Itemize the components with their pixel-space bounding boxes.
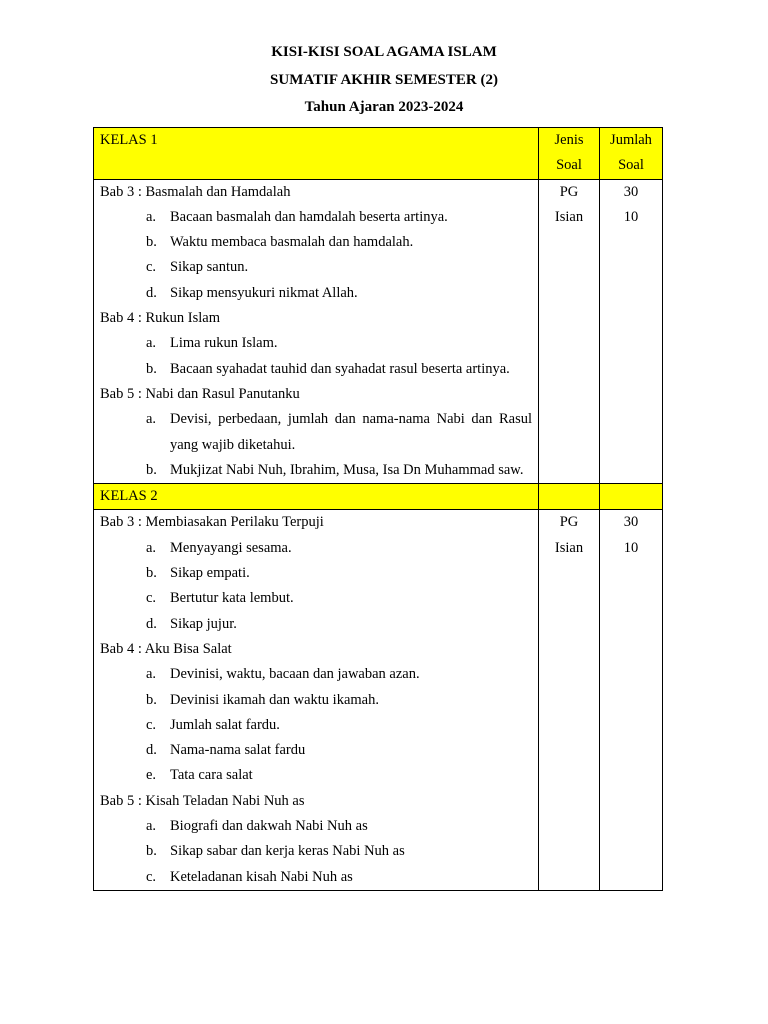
list-item [100, 230, 532, 255]
kelas1-content [94, 179, 539, 484]
list-item-text: Devinisi, waktu, bacaan dan jawaban azan. [170, 666, 420, 683]
list-item-text: Bertutur kata lembut. [170, 590, 294, 607]
list-item-marker: b. [146, 360, 157, 377]
list-item-marker: a. [146, 539, 157, 556]
list-item-text: Sikap mensyukuri nikmat Allah. [170, 284, 358, 301]
list-item-marker: c. [146, 716, 157, 733]
list-item-text: Sikap jujur. [170, 615, 237, 632]
list-item-marker: b. [146, 691, 157, 708]
list-item [100, 814, 532, 839]
list-item-text: Mukjizat Nabi Nuh, Ibrahim, Musa, Isa Dn Muhammad saw. [170, 461, 524, 478]
list-item-marker: a. [146, 411, 157, 428]
bab-title: Bab 3 : Basmalah dan Hamdalah [100, 183, 291, 200]
document-title: KISI-KISI SOAL AGAMA ISLAM [271, 44, 497, 60]
kelas1-body-row [94, 179, 663, 484]
kelas2-header: KELAS 2 [94, 484, 539, 510]
list-item-marker: e. [146, 767, 157, 784]
kelas2-header-row [94, 484, 663, 510]
kelas2-header-empty-jenis [539, 484, 600, 510]
kelas1-jenis-pg: PG [559, 183, 579, 200]
list-item-text: Biografi dan dakwah Nabi Nuh as [170, 818, 368, 835]
jenis-soal-header [539, 128, 600, 180]
kelas2-jenis-pg: PG [559, 514, 579, 531]
kelas2-header-empty-jumlah [600, 484, 663, 510]
list-item [100, 839, 532, 864]
list-item [100, 407, 532, 458]
list-item-marker: c. [146, 259, 157, 276]
list-item [100, 255, 532, 280]
bab-title: Bab 5 : Nabi dan Rasul Panutanku [100, 385, 300, 402]
jumlah-soal-header [600, 128, 663, 180]
list-item-marker: b. [146, 234, 157, 251]
list-item-marker: a. [146, 335, 157, 352]
list-item-marker: b. [146, 565, 157, 582]
list-item-marker: a. [146, 818, 157, 835]
kelas1-header: KELAS 1 [94, 128, 539, 180]
table-header-row [94, 128, 663, 180]
list-item [100, 738, 532, 763]
kelas1-jenis-isian: Isian [554, 208, 584, 225]
list-item-text: Sikap santun. [170, 259, 249, 276]
list-item-marker: b. [146, 843, 157, 860]
bab-item-list [100, 407, 532, 483]
jenis-header-line1: Jenis [554, 132, 584, 148]
kisi-kisi-table [93, 127, 663, 891]
jumlah-header-line2: Soal [618, 157, 644, 174]
title-block [0, 42, 768, 125]
list-item [100, 458, 532, 483]
list-item-marker: c. [146, 868, 157, 885]
list-item [100, 561, 532, 586]
list-item [100, 357, 532, 382]
kelas1-jumlah-pg: 30 [623, 183, 639, 200]
list-item-marker: a. [146, 208, 157, 225]
academic-year: Tahun Ajaran 2023-2024 [304, 99, 464, 115]
list-item [100, 662, 532, 687]
kelas2-jumlah-cell [600, 510, 663, 890]
list-item-marker: d. [146, 742, 157, 759]
list-item [100, 205, 532, 230]
list-item-marker: c. [146, 590, 157, 607]
bab-title: Bab 4 : Aku Bisa Salat [100, 640, 232, 657]
kelas2-content [94, 510, 539, 890]
kelas2-jenis-isian: Isian [554, 539, 584, 556]
list-item-text: Waktu membaca basmalah dan hamdalah. [170, 234, 414, 251]
bab-item-list [100, 536, 532, 637]
list-item-text: Nama-nama salat fardu [170, 742, 306, 759]
list-item-marker: a. [146, 666, 157, 683]
kelas1-jenis-cell [539, 179, 600, 484]
list-item [100, 331, 532, 356]
kelas2-jumlah-pg: 30 [623, 514, 639, 531]
kelas1-jumlah-isian: 10 [623, 208, 639, 225]
list-item [100, 536, 532, 561]
list-item [100, 763, 532, 788]
list-item-marker: d. [146, 284, 157, 301]
list-item [100, 281, 532, 306]
jumlah-header-line1: Jumlah [610, 132, 652, 148]
list-item-text: Devinisi ikamah dan waktu ikamah. [170, 691, 379, 708]
bab-title: Bab 3 : Membiasakan Perilaku Terpuji [100, 514, 324, 531]
list-item-text: Lima rukun Islam. [170, 335, 278, 352]
bab-item-list [100, 814, 532, 890]
bab-item-list [100, 331, 532, 382]
jenis-header-line2: Soal [556, 157, 582, 174]
list-item-text: Devisi, perbedaan, jumlah dan nama-nama Nabi dan Rasul yang wajib diketahui. [170, 411, 532, 453]
kelas2-body-row [94, 510, 663, 890]
list-item-text: Bacaan basmalah dan hamdalah beserta artinya. [170, 208, 448, 225]
bab-title: Bab 5 : Kisah Teladan Nabi Nuh as [100, 792, 305, 809]
list-item [100, 612, 532, 637]
bab-item-list [100, 662, 532, 788]
list-item-text: Jumlah salat fardu. [170, 716, 280, 733]
document-subtitle: SUMATIF AKHIR SEMESTER (2) [270, 71, 498, 88]
list-item [100, 713, 532, 738]
list-item [100, 586, 532, 611]
bab-item-list [100, 205, 532, 306]
kelas1-jumlah-cell [600, 179, 663, 484]
kelas2-jumlah-isian: 10 [623, 539, 639, 556]
list-item-text: Sikap sabar dan kerja keras Nabi Nuh as [170, 843, 405, 860]
list-item-marker: b. [146, 461, 157, 478]
bab-title: Bab 4 : Rukun Islam [100, 310, 221, 327]
list-item-text: Bacaan syahadat tauhid dan syahadat rasul beserta artinya. [170, 360, 510, 377]
list-item-text: Tata cara salat [170, 767, 253, 784]
list-item-text: Sikap empati. [170, 565, 250, 582]
list-item-marker: d. [146, 615, 157, 632]
list-item-text: Keteladanan kisah Nabi Nuh as [170, 868, 353, 885]
list-item [100, 688, 532, 713]
list-item-text: Menyayangi sesama. [170, 539, 292, 556]
list-item [100, 865, 532, 890]
kelas2-jenis-cell [539, 510, 600, 890]
